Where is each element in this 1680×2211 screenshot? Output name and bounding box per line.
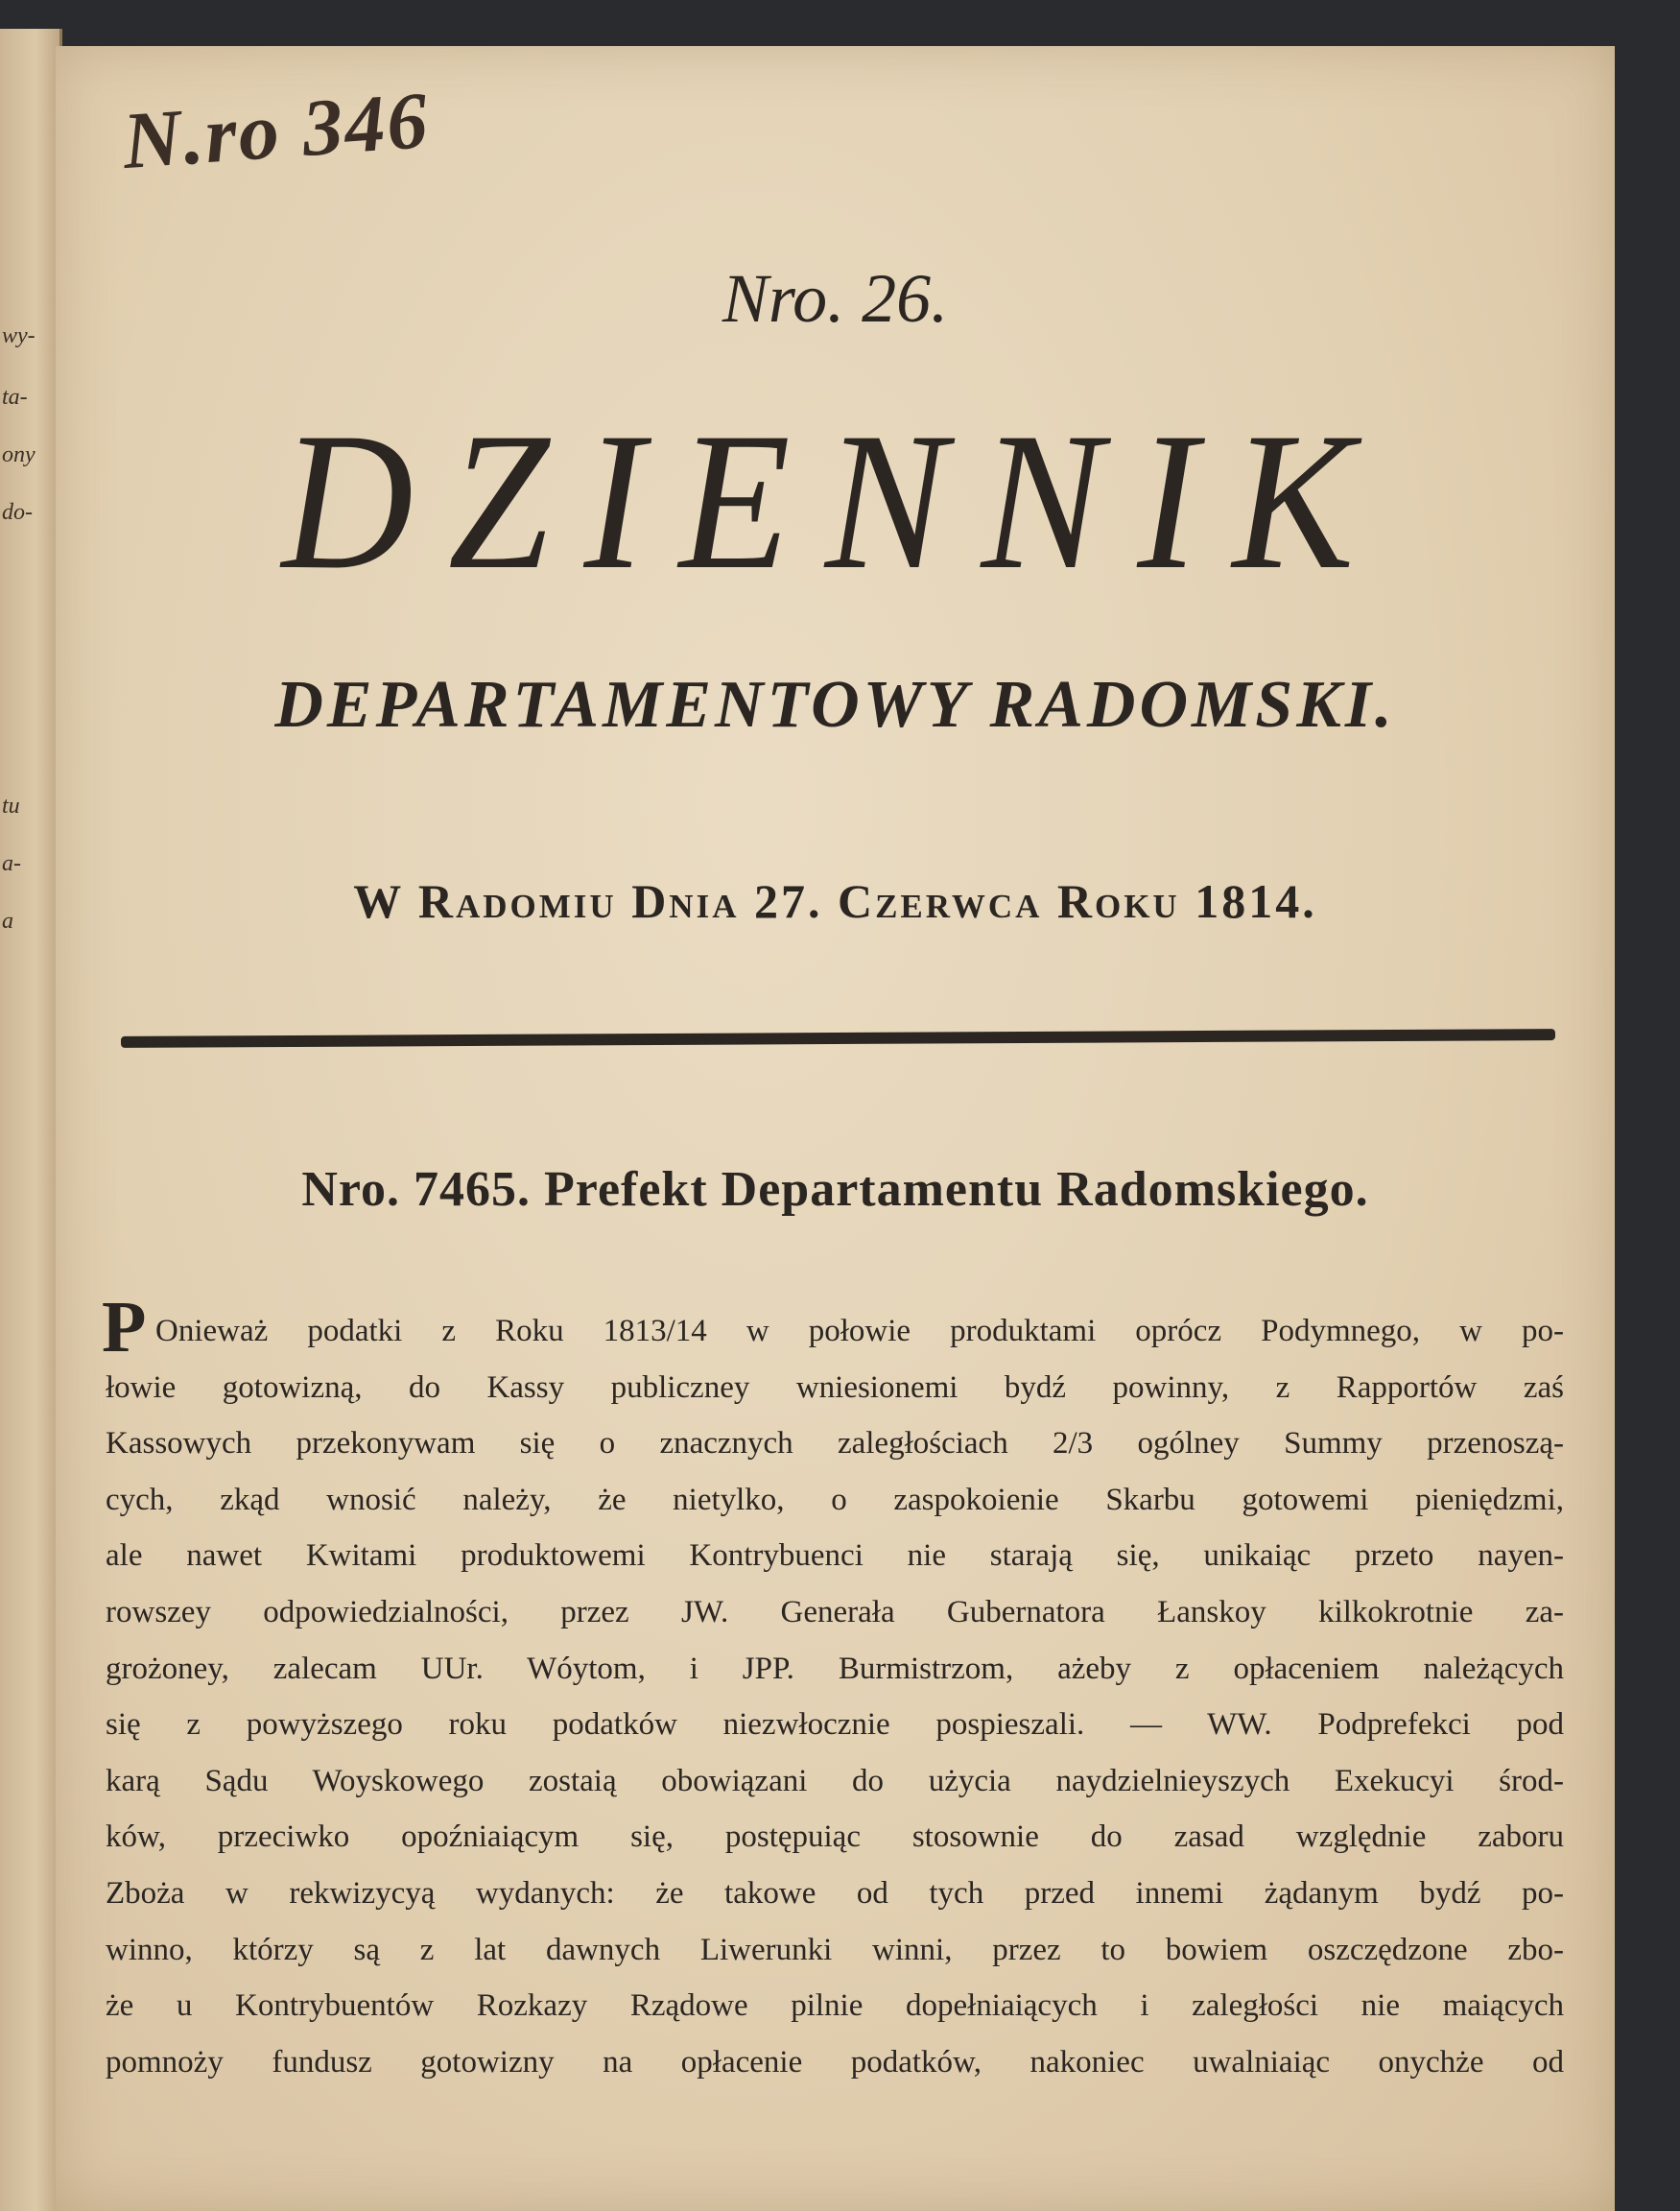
edge-fragment: a- (2, 851, 21, 876)
handwritten-catalog-number: N.ro 346 (120, 75, 433, 187)
article-heading: Nro. 7465. Prefekt Departamentu Radomskiego. (301, 1162, 1369, 1217)
masthead-subtitle: DEPARTAMENTOWY RADOMSKI. (274, 668, 1396, 742)
body-line: cych, zkąd wnosić należy, że nietylko, o zaspokoienie Skarbu gotowemi pieniędzmi, (106, 1482, 1564, 1517)
adjacent-page-edge (0, 29, 62, 2211)
edge-fragment: do- (2, 500, 33, 525)
body-line: że u Kontrybuentów Rozkazy Rządowe pilnie dopełniaiących i zaległości nie maiących (106, 1988, 1564, 2024)
body-line: Kassowych przekonywam się o znacznych zaległościach 2/3 ogólney Summy przenoszą- (106, 1426, 1564, 1462)
body-line: ków, przeciwko opoźniaiącym się, postępuiąc stosownie do zasad względnie zaboru (106, 1819, 1564, 1855)
edge-fragment: wy- (2, 323, 35, 348)
body-line: karą Sądu Woyskowego zostaią obowiązani do użycia naydzielnieyszych Exekucyi środ- (106, 1763, 1564, 1798)
drop-cap: P (102, 1287, 147, 1367)
body-line: się z powyższego roku podatków niezwłocznie pospieszali. — WW. Podprefekci pod (106, 1707, 1564, 1743)
body-line: łowie gotowizną, do Kassy publiczney wniesionemi bydź powinny, z Rapportów zaś (106, 1369, 1564, 1405)
body-line: pomnoży fundusz gotowizny na opłacenie podatków, nakoniec uwalniaiąc onychże od (106, 2044, 1564, 2080)
article-body (106, 1303, 1564, 2090)
separator-rule (121, 1029, 1555, 1048)
edge-fragment: ony (2, 442, 35, 467)
body-line: Zboża w rekwizycyą wydanych: że takowe od tych przed innemi żądanym bydź po- (106, 1875, 1564, 1911)
edge-fragment: tu (2, 794, 20, 819)
body-line: winno, którzy są z lat dawnych Liwerunki winni, przez to bowiem oszczędzone zbo- (106, 1932, 1564, 1967)
body-line: ale nawet Kwitami produktowemi Kontrybuenci nie starają się, unikaiąc przeto nayen- (106, 1538, 1564, 1574)
edge-fragment: ta- (2, 385, 28, 410)
newspaper-page (56, 46, 1615, 2211)
masthead-title: DZIENNIK (281, 392, 1389, 611)
edge-fragment: a (2, 909, 13, 934)
body-line: rowszey odpowiedzialności, przez JW. Generała Gubernatora Łanskoy kilkokrotnie za- (106, 1594, 1564, 1629)
body-line: grożoney, zalecam UUr. Wóytom, i JPP. Burmistrzom, ażeby z opłaceniem należących (106, 1651, 1564, 1686)
dateline: W Radomiu Dnia 27. Czerwca Roku 1814. (353, 874, 1317, 928)
issue-number: Nro. 26. (722, 260, 949, 337)
body-line: Onieważ podatki z Roku 1813/14 w połowie produktami oprócz Podymnego, w po- (155, 1314, 1564, 1348)
